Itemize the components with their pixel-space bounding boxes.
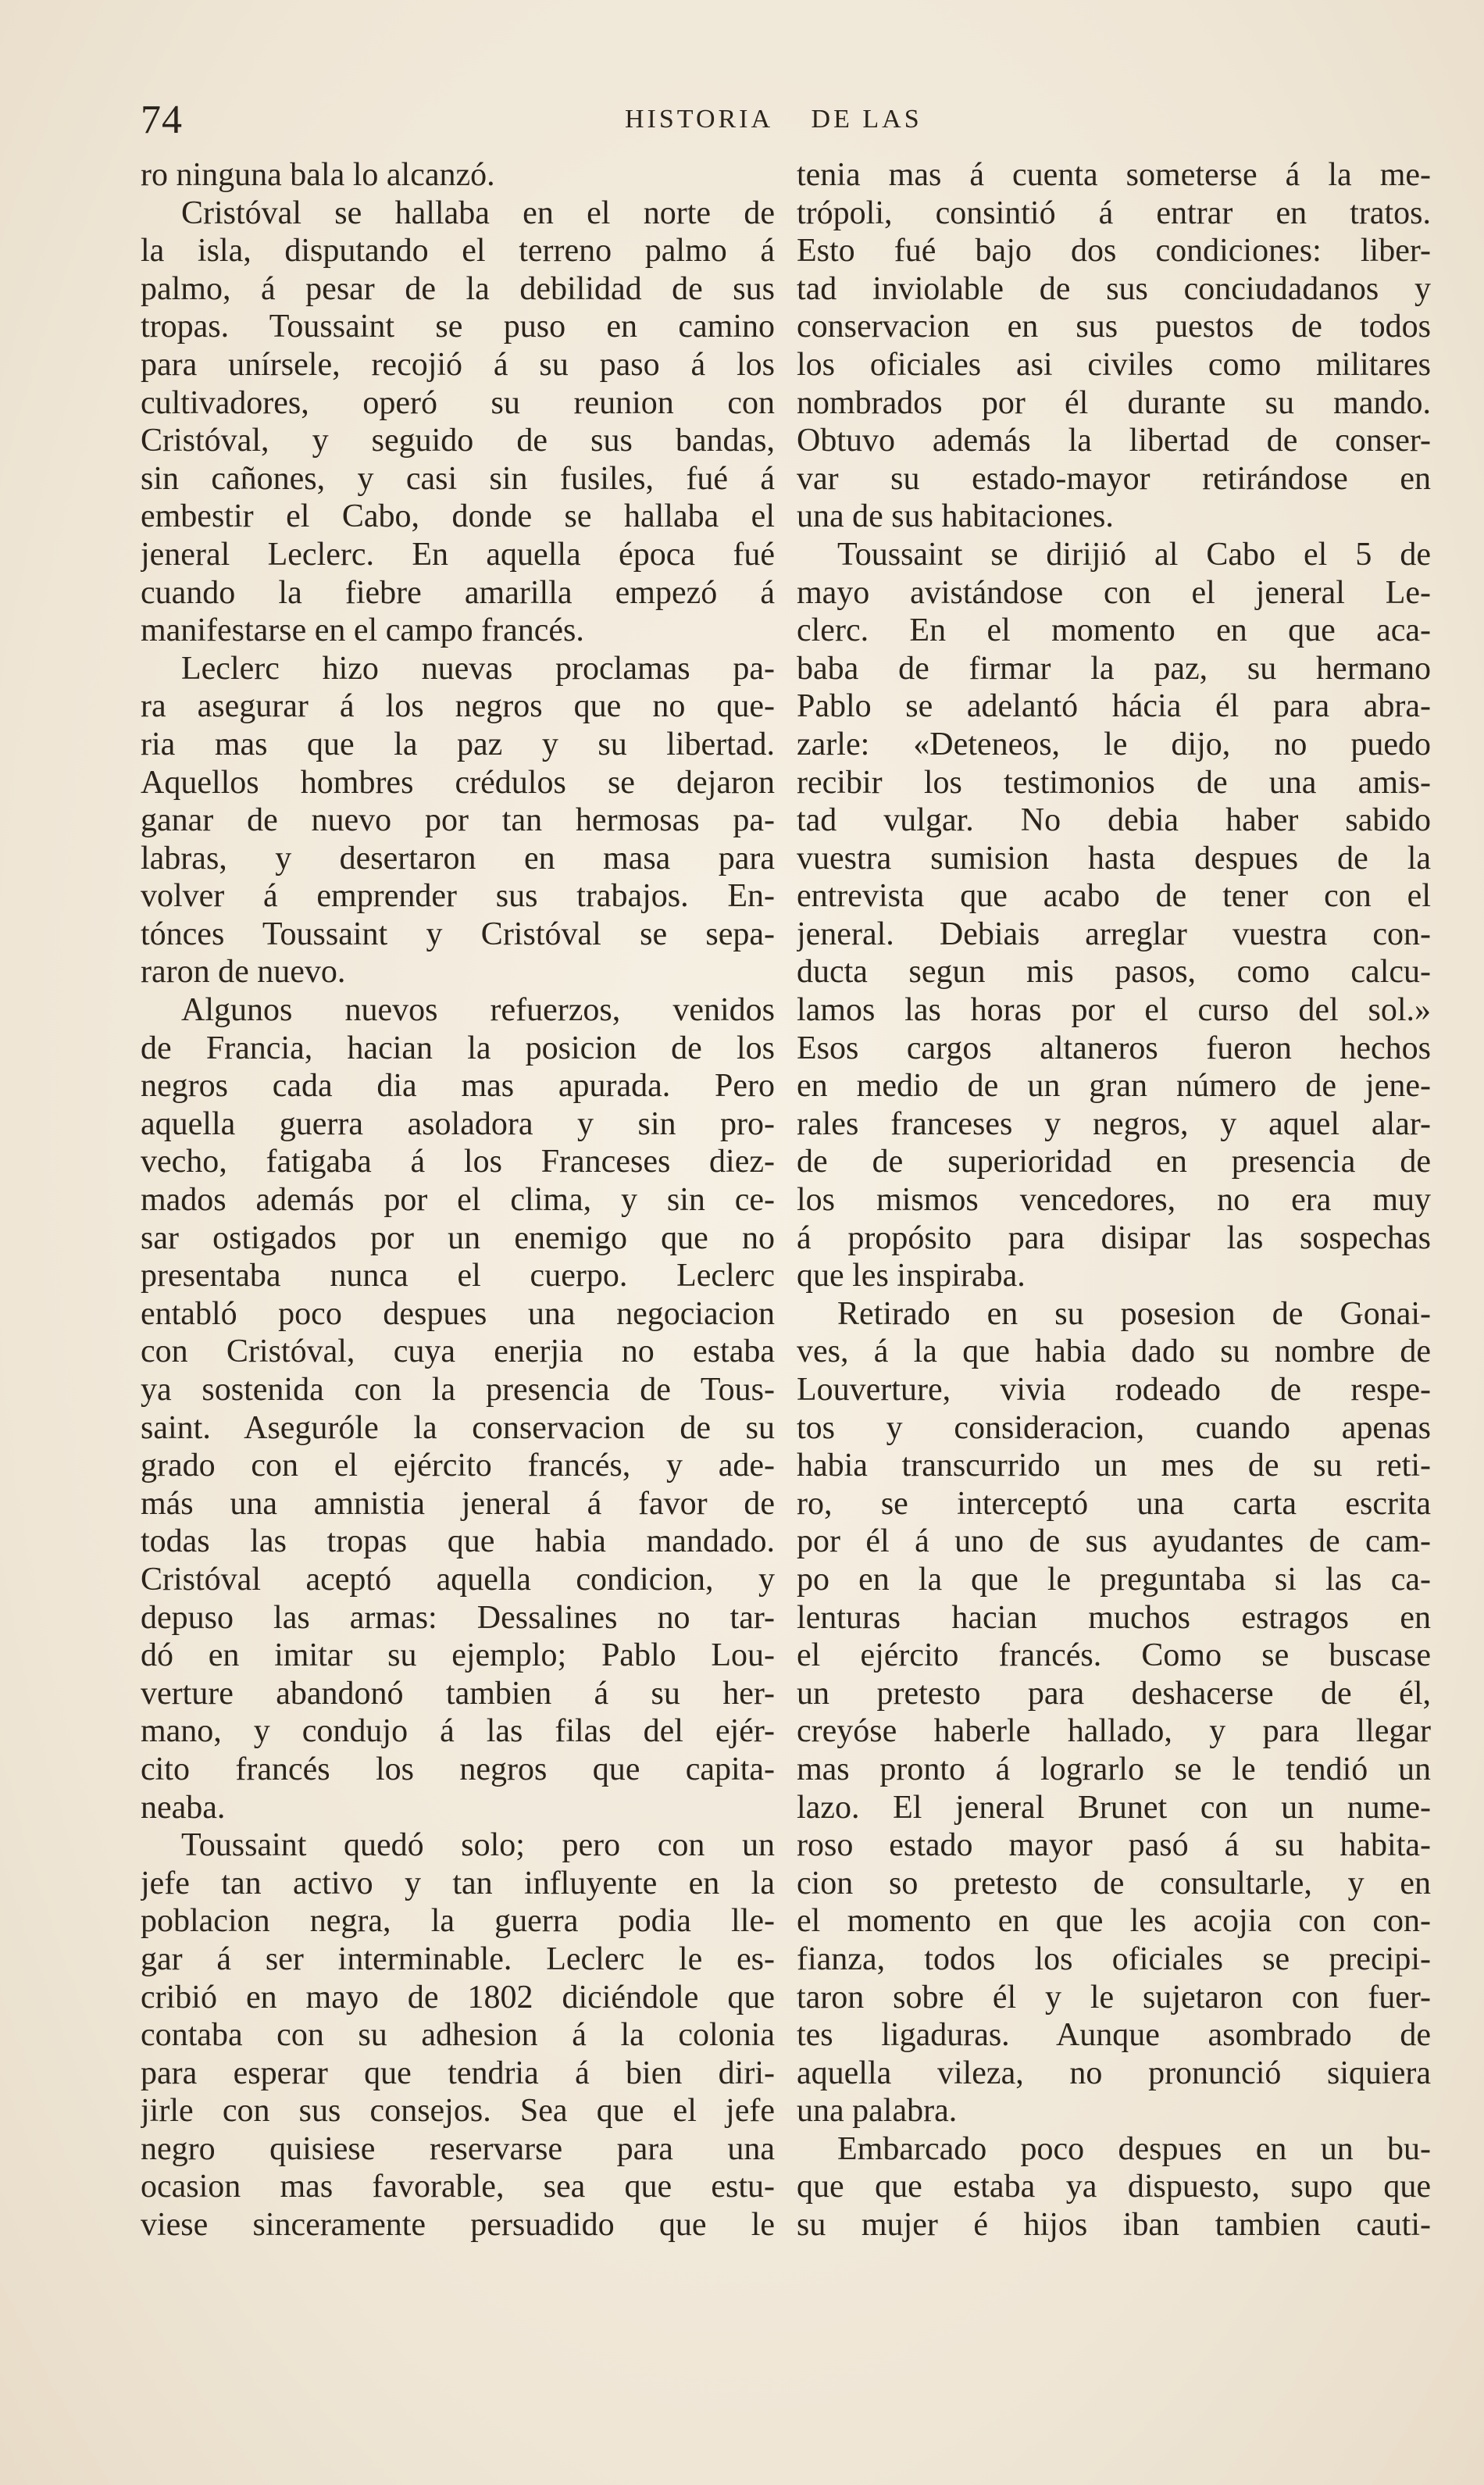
text-line: para unírsele, recojió á su paso á los: [141, 346, 775, 383]
text-line: el momento en que les acojia con con-: [797, 1903, 1431, 1940]
text-line: su mujer é hijos iban tambien cauti-: [797, 2207, 1431, 2244]
text-line: palmo, á pesar de la debilidad de sus: [141, 270, 775, 307]
text-line: que les inspiraba.: [797, 1258, 1026, 1294]
text-line: cion so pretesto de consultarle, y en: [797, 1865, 1431, 1901]
text-line: jefe tan activo y tan influyente en la: [141, 1865, 775, 1901]
text-line: viese sinceramente persuadido que le: [141, 2207, 775, 2244]
text-line: tropas. Toussaint se puso en camino: [141, 309, 775, 345]
text-line: más una amnistia jeneral á favor de: [141, 1485, 775, 1522]
text-line: negros cada dia mas apurada. Pero: [141, 1068, 775, 1105]
text-line: depuso las armas: Dessalines no tar-: [141, 1599, 775, 1636]
text-line: contaba con su adhesion á la colonia: [141, 2017, 775, 2054]
text-line: neaba.: [141, 1789, 226, 1826]
text-line: Obtuvo además la libertad de conser-: [797, 423, 1431, 459]
text-line: aquella guerra asoladora y sin pro-: [141, 1105, 775, 1142]
text-line: manifestarse en el campo francés.: [141, 612, 584, 649]
text-line: los mismos vencedores, no era muy: [797, 1182, 1431, 1219]
text-line: por él á uno de sus ayudantes de cam-: [797, 1523, 1431, 1560]
text-line: var su estado-mayor retirándose en: [797, 460, 1431, 497]
text-line: de de superioridad en presencia de: [797, 1144, 1431, 1180]
text-line: taron sobre él y le sujetaron con fuer-: [797, 1979, 1431, 2015]
text-line: Aquellos hombres crédulos se dejaron: [141, 764, 775, 801]
running-title: [625, 105, 951, 134]
text-line: recibir los testimonios de una amis-: [797, 764, 1431, 801]
text-line: para esperar que tendria á bien diri-: [141, 2055, 775, 2091]
text-line: po en la que le preguntaba si las ca-: [797, 1561, 1431, 1598]
text-line: Pablo se adelantó hácia él para abra-: [797, 688, 1431, 725]
text-line: Retirado en su posesion de Gonai-: [837, 1295, 1431, 1332]
text-line: cito francés los negros que capita-: [141, 1751, 775, 1787]
text-line: cribió en mayo de 1802 diciéndole que: [141, 1979, 775, 2015]
text-line: negro quisiese reservarse para una: [141, 2130, 775, 2167]
text-line: poblacion negra, la guerra podia lle-: [141, 1903, 775, 1940]
text-line: ocasion mas favorable, sea que estu-: [141, 2169, 775, 2205]
text-line: trópoli, consintió á entrar en tratos.: [797, 195, 1431, 231]
text-line: sar ostigados por un enemigo que no: [141, 1219, 775, 1256]
text-line: vecho, fatigaba á los Franceses diez-: [141, 1144, 775, 1180]
text-line: vuestra sumision hasta despues de la: [797, 840, 1431, 877]
text-line: ro ninguna bala lo alcanzó.: [141, 157, 495, 193]
page-number: 74: [141, 98, 183, 142]
text-line: tenia mas á cuenta someterse á la me-: [797, 157, 1431, 193]
text-line: sin cañones, y casi sin fusiles, fué á: [141, 460, 775, 497]
text-line: Embarcado poco despues en un bu-: [837, 2130, 1431, 2167]
text-line: jeneral. Debiais arreglar vuestra con-: [797, 916, 1431, 952]
text-line: ves, á la que habia dado su nombre de: [797, 1334, 1431, 1370]
text-line: Louverture, vivia rodeado de respe-: [797, 1372, 1431, 1408]
text-line: á propósito para disipar las sospechas: [797, 1219, 1431, 1256]
text-line: conservacion en sus puestos de todos: [797, 309, 1431, 345]
text-line: entrevista que acabo de tener con el: [797, 878, 1431, 915]
text-line: verture abandonó tambien á su her-: [141, 1675, 775, 1712]
text-line: Cristóval aceptó aquella condicion, y: [141, 1561, 775, 1598]
text-line: de Francia, hacian la posicion de los: [141, 1030, 775, 1066]
running-title-part: HISTORIA: [625, 105, 774, 134]
text-line: Esto fué bajo dos condiciones: liber-: [797, 233, 1431, 270]
text-line: rales franceses y negros, y aquel alar-: [797, 1105, 1431, 1142]
text-line: lazo. El jeneral Brunet con un nume-: [797, 1789, 1431, 1826]
text-line: ducta segun mis pasos, como calcu-: [797, 954, 1431, 991]
text-line: raron de nuevo.: [141, 954, 346, 991]
text-line: mayo avistándose con el jeneral Le-: [797, 574, 1431, 611]
text-line: jeneral Leclerc. En aquella época fué: [141, 536, 775, 573]
text-line: baba de firmar la paz, su hermano: [797, 650, 1431, 687]
text-line: la isla, disputando el terreno palmo á: [141, 233, 775, 270]
text-line: entabló poco despues una negociacion: [141, 1295, 775, 1332]
text-line: tos y consideracion, cuando apenas: [797, 1409, 1431, 1446]
text-line: creyóse haberle hallado, y para llegar: [797, 1713, 1431, 1750]
text-line: ra asegurar á los negros que no que-: [141, 688, 775, 725]
text-line: Esos cargos altaneros fueron hechos: [797, 1030, 1431, 1066]
text-line: todas las tropas que habia mandado.: [141, 1523, 775, 1560]
text-line: aquella vileza, no pronunció siquiera: [797, 2055, 1431, 2091]
text-line: en medio de un gran número de jene-: [797, 1068, 1431, 1105]
text-line: ganar de nuevo por tan hermosas pa-: [141, 802, 775, 839]
text-line: cuando la fiebre amarilla empezó á: [141, 574, 775, 611]
text-column-left: [141, 156, 775, 2244]
text-line: con Cristóval, cuya enerjia no estaba: [141, 1334, 775, 1370]
text-line: embestir el Cabo, donde se hallaba el: [141, 498, 775, 535]
text-line: un pretesto para deshacerse de él,: [797, 1675, 1431, 1712]
text-line: Algunos nuevos refuerzos, venidos: [181, 992, 775, 1029]
text-line: zarle: «Deteneos, le dijo, no puedo: [797, 726, 1431, 762]
text-line: roso estado mayor pasó á su habita-: [797, 1827, 1431, 1864]
text-line: ro, se interceptó una carta escrita: [797, 1485, 1431, 1522]
text-line: volver á emprender sus trabajos. En-: [141, 878, 775, 915]
text-line: saint. Aseguróle la conservacion de su: [141, 1409, 775, 1446]
text-line: gar á ser interminable. Leclerc le es-: [141, 1941, 775, 1977]
text-line: clerc. En el momento en que aca-: [797, 612, 1431, 649]
text-line: lamos las horas por el curso del sol.»: [797, 992, 1431, 1029]
text-line: labras, y desertaron en masa para: [141, 840, 775, 877]
running-title-part: DE LAS: [811, 105, 922, 134]
text-line: Leclerc hizo nuevas proclamas pa-: [181, 650, 775, 687]
text-line: jirle con sus consejos. Sea que el jefe: [141, 2093, 775, 2130]
text-line: una palabra.: [797, 2093, 958, 2130]
text-line: los oficiales asi civiles como militares: [797, 346, 1431, 383]
text-line: grado con el ejército francés, y ade-: [141, 1448, 775, 1484]
text-line: tes ligaduras. Aunque asombrado de: [797, 2017, 1431, 2054]
text-line: lenturas hacian muchos estragos en: [797, 1599, 1431, 1636]
text-line: presentaba nunca el cuerpo. Leclerc: [141, 1258, 775, 1294]
text-line: una de sus habitaciones.: [797, 498, 1114, 535]
text-line: tad inviolable de sus conciudadanos y: [797, 270, 1431, 307]
text-line: cultivadores, operó su reunion con: [141, 384, 775, 421]
text-line: fianza, todos los oficiales se precipi-: [797, 1941, 1431, 1977]
text-line: ya sostenida con la presencia de Tous-: [141, 1372, 775, 1408]
text-line: Cristóval se hallaba en el norte de: [181, 195, 775, 231]
text-line: Cristóval, y seguido de sus bandas,: [141, 423, 775, 459]
text-line: tónces Toussaint y Cristóval se sepa-: [141, 916, 775, 952]
text-line: mano, y condujo á las filas del ejér-: [141, 1713, 775, 1750]
text-line: ria mas que la paz y su libertad.: [141, 726, 775, 762]
text-column-right: [797, 156, 1431, 2244]
page-header: [141, 97, 1398, 152]
text-line: habia transcurrido un mes de su reti-: [797, 1448, 1431, 1484]
text-line: tad vulgar. No debia haber sabido: [797, 802, 1431, 839]
text-line: nombrados por él durante su mando.: [797, 384, 1431, 421]
text-line: Toussaint se dirijió al Cabo el 5 de: [837, 536, 1431, 573]
text-line: Toussaint quedó solo; pero con un: [181, 1827, 775, 1864]
text-line: que que estaba ya dispuesto, supo que: [797, 2169, 1431, 2205]
text-line: el ejército francés. Como se buscase: [797, 1637, 1431, 1674]
text-line: mas pronto á lograrlo se le tendió un: [797, 1751, 1431, 1787]
text-line: dó en imitar su ejemplo; Pablo Lou-: [141, 1637, 775, 1674]
text-line: mados además por el clima, y sin ce-: [141, 1182, 775, 1219]
